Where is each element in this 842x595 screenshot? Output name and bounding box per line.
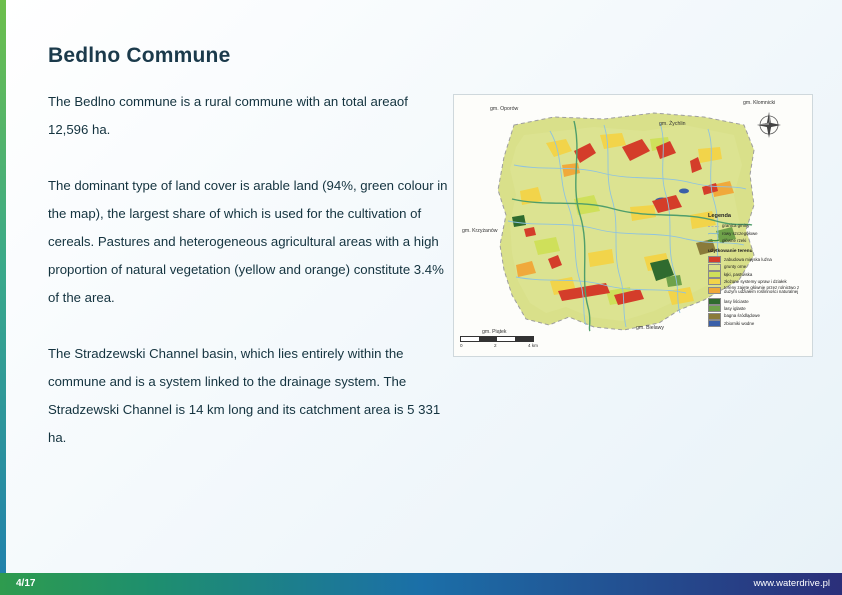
legend-line-item — [708, 237, 808, 244]
scalebar-tick: 2 — [494, 343, 497, 348]
legend-title: Legenda — [708, 213, 732, 219]
legend-area-item — [708, 263, 808, 270]
legend-label: zabudowa miejska luźna — [724, 256, 772, 262]
swatch-meadows — [708, 271, 721, 278]
legend-label: złożone systemy upraw i działek — [724, 279, 787, 285]
left-accent-bar — [0, 0, 6, 595]
ditch-line-swatch — [708, 231, 719, 236]
scalebar-bar — [460, 336, 534, 342]
legend-area-item — [708, 320, 808, 327]
page-title: Bedlno Commune — [48, 44, 231, 67]
legend-label: lasy liściaste — [724, 298, 749, 304]
map-label-krzyzanow: gm. Krzyżanów — [462, 228, 498, 234]
legend-label: lasy iglaste — [724, 305, 746, 311]
body-text — [48, 88, 448, 452]
compass-rose-icon — [754, 107, 784, 141]
legend-area-item — [708, 256, 808, 263]
swatch-coniferous-forest — [708, 305, 721, 312]
legend-line-item — [708, 230, 808, 237]
legend-line-item — [708, 222, 808, 229]
page-number: 4/17 — [16, 578, 36, 589]
legend-area-item — [708, 271, 808, 278]
map-label-zychlin: gm. Żychlin — [659, 121, 686, 127]
map-canvas — [454, 95, 812, 356]
legend-label: łąki, pastwiska — [724, 271, 753, 277]
legend-label: granica gminy — [722, 223, 750, 229]
legend-section-title: użytkowanie terenu — [708, 248, 753, 254]
legend-label: grunty orne — [724, 264, 747, 270]
boundary-line-swatch — [708, 224, 719, 229]
scalebar-ticks — [460, 343, 538, 348]
map-label-bielawy: gm. Bielawy — [636, 325, 664, 331]
scalebar-tick: 0 — [460, 343, 463, 348]
map-label-klomnicki: gm. Kłomnicki — [743, 100, 776, 106]
map-scalebar — [460, 336, 538, 348]
legend-label: rowy szczegółowe — [722, 230, 758, 236]
paragraph-1: The Bedlno commune is a rural commune with an total areaof 12,596 ha. — [48, 94, 408, 137]
legend-label: główne rzeki — [722, 238, 747, 244]
legend-label: zbiorniki wodne — [724, 320, 755, 326]
legend-area-item — [708, 305, 808, 312]
paragraph-2: The dominant type of land cover is arable land (94%, green colour in the map), the largest share of which is used for the cultivation of cereals. Pastures and heterogeneous agricultural areas with a high proportion of natural vegetation (yellow and orange) constitute 3.4% of the area. — [48, 178, 448, 305]
swatch-inland-marsh — [708, 313, 721, 320]
footer-bar — [0, 573, 842, 595]
map-label-piatek: gm. Piątek — [482, 329, 507, 335]
swatch-arable — [708, 264, 721, 271]
legend-area-item — [708, 286, 808, 298]
footer-website[interactable]: www.waterdrive.pl — [753, 578, 830, 589]
legend-label: tereny zajęte głównie przez rolnictwo z dużym udziałem roślinności naturalnej — [724, 284, 800, 295]
river-line-swatch — [708, 238, 719, 243]
swatch-built-up — [708, 256, 721, 263]
map-figure — [453, 94, 813, 357]
swatch-complex-cultivation — [708, 278, 721, 285]
legend-label: bagna śródlądowe — [724, 313, 760, 319]
map-legend — [708, 213, 808, 327]
map-label-oporow: gm. Oporów — [490, 106, 519, 112]
swatch-broadleaf-forest — [708, 298, 721, 305]
legend-area-item — [708, 298, 808, 305]
legend-area-item — [708, 312, 808, 319]
scalebar-tick: 4 km — [528, 343, 538, 348]
swatch-agri-natural — [708, 287, 721, 294]
paragraph-3: The Stradzewski Channel basin, which lies entirely within the commune and is a system linked to the drainage system. The Stradzewski Channel is 14 km long and its catchment area is 5 331 ha. — [48, 346, 441, 445]
swatch-water-bodies — [708, 320, 721, 327]
